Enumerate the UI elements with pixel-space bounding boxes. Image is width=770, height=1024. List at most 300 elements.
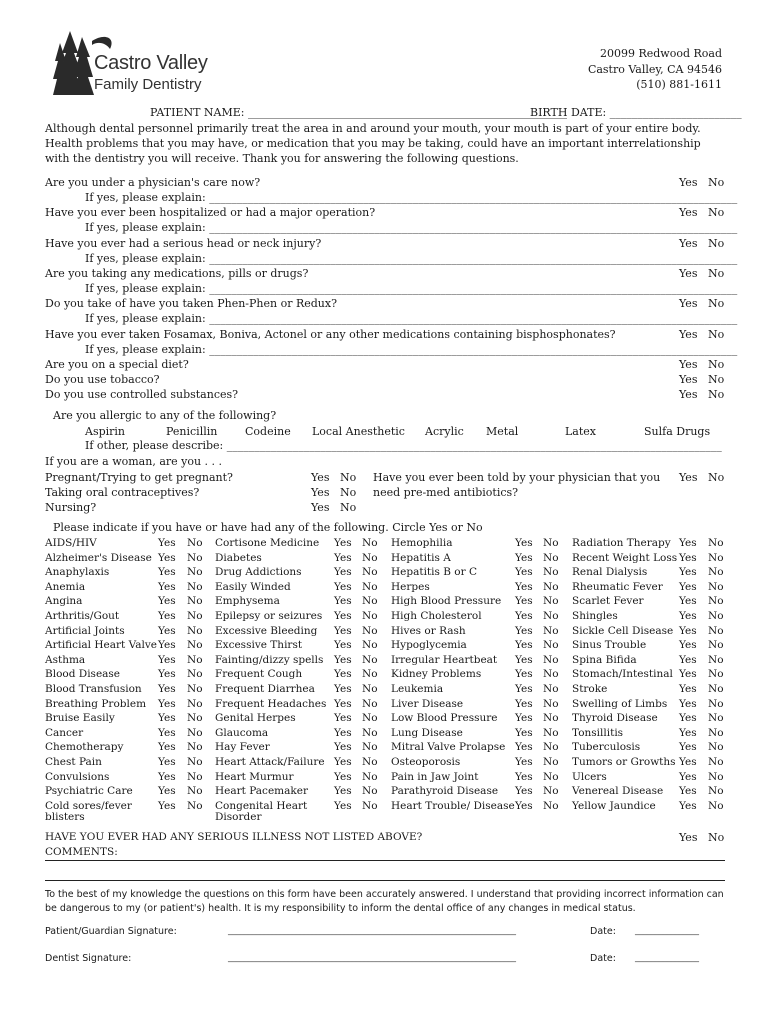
answer-yes[interactable]: Yes bbox=[679, 580, 697, 593]
answer-no[interactable]: No bbox=[362, 653, 378, 666]
answer-no[interactable]: No bbox=[362, 741, 378, 754]
condition-label: Sickle Cell Disease bbox=[572, 624, 674, 637]
attestation-text: To the best of my knowledge the questions on this form have been accurately answered. I understand that providing incorrect information can be dangerous to my (or patient's) health. It is my responsibility to inform the dental office of any changes in medical status. bbox=[45, 889, 724, 914]
answer-yes[interactable]: Yes bbox=[515, 785, 533, 798]
condition-label: Blood Transfusion bbox=[45, 683, 142, 695]
intro-text: Although dental personnel primarily treat the area in and around your mouth, your mouth is part of your entire body. Health problems that you may have, or medication that you may be taking, could have an important interrelationship with the dentistry you will receive. Thank you for answering the following questions. bbox=[45, 122, 701, 165]
condition-label: Convulsions bbox=[45, 770, 110, 783]
answer-no[interactable]: No bbox=[543, 756, 559, 768]
answer-yes[interactable]: Yes bbox=[158, 639, 176, 652]
answer-no[interactable]: No bbox=[187, 712, 203, 725]
answer-yes[interactable]: Yes bbox=[334, 668, 352, 681]
answer-no[interactable]: No bbox=[708, 580, 724, 593]
condition-cont-1: blisters bbox=[45, 811, 85, 823]
condition-label: Artificial Heart Valve bbox=[45, 639, 157, 652]
condition-cont-2: Disorder bbox=[215, 811, 262, 823]
answer-no[interactable]: No bbox=[187, 668, 203, 681]
condition-label: Hepatitis B or C bbox=[391, 566, 477, 579]
condition-label: Epilepsy or seizures bbox=[215, 610, 323, 622]
condition-label: Hives or Rash bbox=[391, 624, 466, 637]
condition-label: Low Blood Pressure bbox=[391, 712, 498, 725]
answer-yes[interactable]: Yes bbox=[334, 580, 352, 593]
answer-no[interactable]: No bbox=[362, 697, 378, 710]
answer-yes[interactable]: Yes bbox=[158, 595, 176, 608]
condition-label: Hepatitis A bbox=[391, 551, 451, 564]
answer-no[interactable]: No bbox=[708, 624, 724, 637]
answer-yes[interactable]: Yes bbox=[334, 551, 352, 564]
condition-label: Easily Winded bbox=[215, 580, 291, 593]
premed-yes[interactable]: Yes bbox=[679, 471, 698, 484]
answer-yes[interactable]: Yes bbox=[158, 551, 176, 564]
answer-no[interactable]: No bbox=[543, 726, 559, 739]
question-text: Do you take of have you taken Phen-Phen or Redux? bbox=[45, 297, 337, 311]
answer-no[interactable]: No bbox=[362, 712, 378, 725]
answer-no[interactable]: No bbox=[187, 653, 203, 666]
answer-yes[interactable]: Yes bbox=[334, 566, 352, 579]
condition-label: High Blood Pressure bbox=[391, 595, 502, 608]
answer-yes[interactable]: Yes bbox=[334, 741, 352, 754]
condition-label: Breathing Problem bbox=[45, 697, 147, 710]
condition-label: Hypoglycemia bbox=[391, 639, 467, 652]
question-text: Have you ever been hospitalized or had a major operation? bbox=[45, 206, 376, 220]
allergy-item[interactable]: Local Anesthetic bbox=[312, 425, 405, 438]
answer-no[interactable]: No bbox=[362, 799, 378, 812]
condition-label: Venereal Disease bbox=[572, 785, 664, 798]
answer-yes[interactable]: Yes bbox=[679, 610, 697, 622]
answer-yes[interactable]: Yes bbox=[515, 770, 533, 783]
condition-label: Shingles bbox=[572, 610, 618, 622]
answer-yes[interactable]: Yes bbox=[334, 624, 352, 637]
answer-no[interactable]: No bbox=[543, 653, 559, 666]
answer-no[interactable]: No bbox=[708, 373, 725, 386]
question-text: Are you taking any medications, pills or drugs? bbox=[45, 266, 309, 280]
condition-label: Excessive Thirst bbox=[215, 639, 303, 652]
condition-label: Glaucoma bbox=[215, 726, 269, 739]
answer-yes[interactable]: Yes bbox=[679, 595, 697, 608]
answer-yes[interactable]: Yes bbox=[515, 624, 533, 637]
woman-heading: If you are a woman, are you . . . bbox=[45, 455, 223, 468]
answer-yes[interactable]: Yes bbox=[515, 566, 533, 579]
answer-yes[interactable]: Yes bbox=[515, 799, 533, 812]
woman-question: Taking oral contraceptives? bbox=[45, 486, 200, 499]
condition-label: Cold sores/fever bbox=[45, 799, 132, 812]
answer-yes[interactable]: Yes bbox=[158, 741, 176, 754]
answer-yes[interactable]: Yes bbox=[158, 668, 176, 681]
answer-yes[interactable]: Yes bbox=[679, 799, 697, 812]
answer-yes[interactable]: Yes bbox=[679, 266, 698, 280]
answer-no[interactable]: No bbox=[543, 580, 559, 593]
explain-field[interactable]: If yes, please explain: ________________________________________________________________________________________________ bbox=[85, 312, 738, 326]
serious-illness-no[interactable]: No bbox=[708, 831, 725, 844]
answer-yes[interactable]: Yes bbox=[334, 639, 352, 652]
answer-yes[interactable]: Yes bbox=[679, 358, 698, 371]
answer-yes[interactable]: Yes bbox=[679, 668, 697, 681]
answer-yes[interactable]: Yes bbox=[679, 566, 697, 579]
answer-yes[interactable]: Yes bbox=[515, 580, 533, 593]
answer-yes[interactable]: Yes bbox=[679, 697, 697, 710]
answer-no[interactable]: No bbox=[708, 741, 724, 754]
explain-field[interactable]: If yes, please explain: ________________________________________________________________________________________________ bbox=[85, 251, 738, 265]
answer-yes[interactable]: Yes bbox=[158, 580, 176, 593]
condition-label: Pain in Jaw Joint bbox=[391, 770, 479, 783]
condition-label: Yellow Jaundice bbox=[572, 799, 656, 812]
answer-no[interactable]: No bbox=[708, 639, 724, 652]
condition-label: Kidney Problems bbox=[391, 668, 482, 681]
allergy-item[interactable]: Acrylic bbox=[425, 425, 464, 438]
condition-label: Thyroid Disease bbox=[572, 712, 658, 725]
answer-no[interactable]: No bbox=[543, 595, 559, 608]
answer-no[interactable]: No bbox=[543, 639, 559, 652]
dentist-signature-label: Dentist Signature: bbox=[45, 953, 132, 964]
condition-label: Hay Fever bbox=[215, 741, 270, 754]
answer-no[interactable]: No bbox=[187, 639, 203, 652]
answer-yes[interactable]: Yes bbox=[515, 551, 533, 564]
answer-no[interactable]: No bbox=[708, 697, 724, 710]
patient-signature-label: Patient/Guardian Signature: bbox=[45, 926, 177, 937]
comments-label: COMMENTS: bbox=[45, 846, 118, 858]
answer-yes[interactable]: Yes bbox=[158, 756, 176, 768]
answer-yes[interactable]: Yes bbox=[311, 486, 330, 499]
answer-no[interactable]: No bbox=[708, 770, 724, 783]
answer-no[interactable]: No bbox=[362, 551, 378, 564]
premed-question-line1: Have you ever been told by your physician that you bbox=[373, 471, 661, 484]
answer-yes[interactable]: Yes bbox=[334, 756, 352, 768]
dentist-date-label: Date: bbox=[590, 953, 616, 964]
allergy-other-field[interactable]: If other, please describe: __________________________________________________________________________________________ bbox=[85, 439, 722, 452]
answer-no[interactable]: No bbox=[362, 726, 378, 739]
answer-yes[interactable]: Yes bbox=[515, 639, 533, 652]
answer-yes[interactable]: Yes bbox=[515, 741, 533, 754]
question-text: Have you ever taken Fosamax, Boniva, Actonel or any other medications containing bisphosphonates? bbox=[45, 327, 616, 341]
answer-yes[interactable]: Yes bbox=[158, 770, 176, 783]
condition-label: Psychiatric Care bbox=[45, 785, 133, 798]
answer-yes[interactable]: Yes bbox=[334, 683, 352, 695]
answer-no[interactable]: No bbox=[362, 610, 378, 622]
patient-signature-line[interactable]: ________________________________________________________________________ bbox=[228, 926, 516, 935]
answer-yes[interactable]: Yes bbox=[679, 551, 697, 564]
answer-yes[interactable]: Yes bbox=[679, 726, 697, 739]
answer-no[interactable]: No bbox=[708, 358, 725, 371]
answer-no[interactable]: No bbox=[708, 756, 724, 768]
condition-label: Fainting/dizzy spells bbox=[215, 653, 324, 666]
answer-no[interactable]: No bbox=[543, 551, 559, 564]
answer-yes[interactable]: Yes bbox=[515, 668, 533, 681]
question-text: Do you use tobacco? bbox=[45, 373, 160, 386]
condition-label: Diabetes bbox=[215, 551, 262, 564]
answer-no[interactable]: No bbox=[362, 595, 378, 608]
condition-label: Anaphylaxis bbox=[45, 566, 110, 579]
patient-date-line[interactable]: ________________ bbox=[635, 926, 699, 935]
answer-no[interactable]: No bbox=[543, 741, 559, 754]
answer-no[interactable]: No bbox=[708, 610, 724, 622]
answer-yes[interactable]: Yes bbox=[334, 770, 352, 783]
conditions-heading: Please indicate if you have or have had any of the following. Circle Yes or No bbox=[53, 521, 483, 534]
condition-label: Scarlet Fever bbox=[572, 595, 644, 608]
practice-subname: Family Dentistry bbox=[94, 76, 202, 93]
condition-label: Rheumatic Fever bbox=[572, 580, 663, 593]
answer-yes[interactable]: Yes bbox=[679, 712, 697, 725]
condition-label: Artificial Joints bbox=[45, 624, 125, 637]
serious-illness-yes[interactable]: Yes bbox=[679, 831, 698, 844]
answer-yes[interactable]: Yes bbox=[679, 741, 697, 754]
answer-no[interactable]: No bbox=[543, 537, 559, 549]
answer-no[interactable]: No bbox=[187, 624, 203, 637]
explain-field[interactable]: If yes, please explain: ________________________________________________________________________________________________ bbox=[85, 342, 738, 356]
patient-date-label: Date: bbox=[590, 926, 616, 937]
answer-yes[interactable]: Yes bbox=[679, 388, 698, 401]
condition-label: Tonsillitis bbox=[572, 726, 624, 739]
answer-yes[interactable]: Yes bbox=[679, 327, 698, 341]
explain-field[interactable]: If yes, please explain: ________________________________________________________________________________________________ bbox=[85, 281, 738, 295]
condition-label: AIDS/HIV bbox=[45, 537, 97, 549]
answer-yes[interactable]: Yes bbox=[679, 236, 698, 250]
answer-no[interactable]: No bbox=[187, 770, 203, 783]
answer-yes[interactable]: Yes bbox=[158, 566, 176, 579]
phone: (510) 881-1611 bbox=[636, 78, 722, 91]
answer-no[interactable]: No bbox=[362, 639, 378, 652]
answer-no[interactable]: No bbox=[340, 471, 357, 484]
answer-no[interactable]: No bbox=[543, 624, 559, 637]
answer-no[interactable]: No bbox=[708, 206, 725, 220]
condition-label: Drug Addictions bbox=[215, 566, 302, 579]
answer-no[interactable]: No bbox=[543, 785, 559, 798]
answer-yes[interactable]: Yes bbox=[158, 799, 176, 812]
condition-label: Angina bbox=[45, 595, 83, 608]
answer-yes[interactable]: Yes bbox=[515, 697, 533, 710]
answer-no[interactable]: No bbox=[708, 176, 725, 189]
condition-label: Osteoporosis bbox=[391, 756, 461, 768]
answer-yes[interactable]: Yes bbox=[679, 176, 698, 189]
answer-no[interactable]: No bbox=[708, 566, 724, 579]
allergy-item[interactable]: Latex bbox=[565, 425, 596, 438]
answer-no[interactable]: No bbox=[708, 683, 724, 695]
answer-yes[interactable]: Yes bbox=[679, 373, 698, 386]
answer-no[interactable]: No bbox=[362, 537, 378, 549]
answer-no[interactable]: No bbox=[362, 566, 378, 579]
answer-yes[interactable]: Yes bbox=[679, 297, 698, 311]
answer-yes[interactable]: Yes bbox=[515, 683, 533, 695]
question-text: Are you under a physician's care now? bbox=[45, 176, 261, 189]
premed-question-line2: need pre-med antibiotics? bbox=[373, 486, 519, 499]
condition-label: Bruise Easily bbox=[45, 712, 115, 725]
answer-no[interactable]: No bbox=[187, 683, 203, 695]
answer-yes[interactable]: Yes bbox=[679, 653, 697, 666]
question-text: Have you ever had a serious head or neck injury? bbox=[45, 236, 322, 250]
condition-label: Parathyroid Disease bbox=[391, 785, 499, 798]
answer-no[interactable]: No bbox=[362, 683, 378, 695]
answer-no[interactable]: No bbox=[708, 653, 724, 666]
question-text: Are you on a special diet? bbox=[45, 358, 189, 371]
answer-yes[interactable]: Yes bbox=[679, 785, 697, 798]
answer-yes[interactable]: Yes bbox=[334, 799, 352, 812]
answer-yes[interactable]: Yes bbox=[158, 785, 176, 798]
practice-name: Castro Valley bbox=[94, 52, 208, 74]
answer-no[interactable]: No bbox=[362, 624, 378, 637]
dentist-signature-line[interactable]: ________________________________________________________________________ bbox=[228, 953, 516, 962]
answer-no[interactable]: No bbox=[708, 799, 724, 812]
serious-illness-question: HAVE YOU EVER HAD ANY SERIOUS ILLNESS NOT LISTED ABOVE? bbox=[45, 831, 423, 843]
dentist-date-line[interactable]: ________________ bbox=[635, 953, 699, 962]
condition-label: Herpes bbox=[391, 580, 430, 593]
answer-no[interactable]: No bbox=[543, 610, 559, 622]
answer-no[interactable]: No bbox=[187, 580, 203, 593]
answer-no[interactable]: No bbox=[543, 683, 559, 695]
answer-no[interactable]: No bbox=[708, 236, 725, 250]
answer-no[interactable]: No bbox=[187, 537, 203, 549]
explain-field[interactable]: If yes, please explain: ________________________________________________________________________________________________ bbox=[85, 191, 738, 204]
condition-label: Congenital Heart bbox=[215, 799, 308, 812]
condition-label: Hemophilia bbox=[391, 537, 453, 549]
answer-yes[interactable]: Yes bbox=[679, 639, 697, 652]
allergy-item[interactable]: Metal bbox=[486, 425, 519, 438]
answer-no[interactable]: No bbox=[708, 388, 725, 401]
answer-no[interactable]: No bbox=[543, 697, 559, 710]
explain-field[interactable]: If yes, please explain: ________________________________________________________________________________________________ bbox=[85, 221, 738, 235]
answer-yes[interactable]: Yes bbox=[158, 653, 176, 666]
answer-no[interactable]: No bbox=[543, 712, 559, 725]
condition-label: Recent Weight Loss bbox=[572, 551, 678, 564]
condition-label: Radiation Therapy bbox=[572, 537, 671, 549]
condition-label: Heart Attack/Failure bbox=[215, 756, 325, 768]
answer-no[interactable]: No bbox=[708, 266, 725, 280]
condition-label: Alzheimer's Disease bbox=[45, 551, 152, 564]
answer-yes[interactable]: Yes bbox=[515, 537, 533, 549]
answer-no[interactable]: No bbox=[187, 595, 203, 608]
practice-address bbox=[588, 46, 722, 93]
answer-no[interactable]: No bbox=[543, 770, 559, 783]
answer-yes[interactable]: Yes bbox=[679, 770, 697, 783]
answer-no[interactable]: No bbox=[708, 726, 724, 739]
answer-no[interactable]: No bbox=[708, 297, 725, 311]
answer-yes[interactable]: Yes bbox=[679, 537, 697, 549]
allergy-item[interactable]: Penicillin bbox=[166, 425, 218, 438]
answer-yes[interactable]: Yes bbox=[311, 501, 330, 514]
divider bbox=[45, 860, 725, 861]
answer-no[interactable]: No bbox=[187, 566, 203, 579]
allergy-item[interactable]: Aspirin bbox=[85, 425, 126, 438]
address-line-2: Castro Valley, CA 94546 bbox=[587, 62, 722, 76]
condition-label: Spina Bifida bbox=[572, 653, 637, 666]
condition-label: Emphysema bbox=[215, 595, 280, 608]
answer-no[interactable]: No bbox=[187, 799, 203, 812]
answer-yes[interactable]: Yes bbox=[515, 712, 533, 725]
condition-label: Frequent Cough bbox=[215, 668, 303, 681]
answer-yes[interactable]: Yes bbox=[515, 756, 533, 768]
answer-no[interactable]: No bbox=[543, 668, 559, 681]
condition-label: Cancer bbox=[45, 726, 84, 739]
answer-yes[interactable]: Yes bbox=[515, 595, 533, 608]
answer-yes[interactable]: Yes bbox=[334, 712, 352, 725]
condition-label: Cortisone Medicine bbox=[215, 537, 320, 549]
answer-yes[interactable]: Yes bbox=[158, 537, 176, 549]
answer-yes[interactable]: Yes bbox=[515, 726, 533, 739]
answer-no[interactable]: No bbox=[543, 799, 559, 812]
answer-yes[interactable]: Yes bbox=[311, 471, 330, 484]
condition-label: Mitral Valve Prolapse bbox=[391, 741, 506, 754]
answer-yes[interactable]: Yes bbox=[334, 595, 352, 608]
answer-no[interactable]: No bbox=[187, 785, 203, 798]
condition-label: Tumors or Growths bbox=[572, 756, 676, 768]
answer-no[interactable]: No bbox=[362, 756, 378, 768]
answer-no[interactable]: No bbox=[708, 668, 724, 681]
answer-yes[interactable]: Yes bbox=[334, 785, 352, 798]
answer-no[interactable]: No bbox=[708, 595, 724, 608]
answer-no[interactable]: No bbox=[708, 785, 724, 798]
condition-label: Anemia bbox=[45, 580, 86, 593]
answer-yes[interactable]: Yes bbox=[679, 683, 697, 695]
address-line-1: 20099 Redwood Road bbox=[599, 47, 722, 60]
woman-question: Nursing? bbox=[45, 501, 97, 514]
answer-no[interactable]: No bbox=[187, 741, 203, 754]
answer-yes[interactable]: Yes bbox=[158, 712, 176, 725]
condition-label: Arthritis/Gout bbox=[45, 610, 120, 622]
answer-no[interactable]: No bbox=[187, 726, 203, 739]
answer-no[interactable]: No bbox=[708, 327, 725, 341]
condition-label: Liver Disease bbox=[391, 697, 464, 710]
answer-yes[interactable]: Yes bbox=[334, 697, 352, 710]
answer-yes[interactable]: Yes bbox=[515, 610, 533, 622]
answer-no[interactable]: No bbox=[187, 756, 203, 768]
woman-question: Pregnant/Trying to get pregnant? bbox=[45, 471, 233, 484]
answer-no[interactable]: No bbox=[340, 501, 357, 514]
answer-yes[interactable]: Yes bbox=[334, 610, 352, 622]
answer-yes[interactable]: Yes bbox=[158, 624, 176, 637]
answer-no[interactable]: No bbox=[708, 537, 724, 549]
allergy-item[interactable]: Codeine bbox=[245, 425, 291, 438]
answer-no[interactable]: No bbox=[187, 610, 203, 622]
answer-yes[interactable]: Yes bbox=[334, 726, 352, 739]
answer-yes[interactable]: Yes bbox=[679, 756, 697, 768]
condition-label: Leukemia bbox=[391, 683, 444, 695]
answer-no[interactable]: No bbox=[362, 668, 378, 681]
answer-no[interactable]: No bbox=[543, 566, 559, 579]
allergy-question: Are you allergic to any of the following? bbox=[53, 409, 277, 422]
condition-label: Heart Pacemaker bbox=[215, 785, 308, 798]
answer-yes[interactable]: Yes bbox=[158, 697, 176, 710]
condition-label: Stomach/Intestinal bbox=[572, 668, 673, 681]
answer-no[interactable]: No bbox=[362, 580, 378, 593]
premed-no[interactable]: No bbox=[708, 471, 725, 484]
answer-yes[interactable]: Yes bbox=[515, 653, 533, 666]
answer-no[interactable]: No bbox=[708, 712, 724, 725]
answer-no[interactable]: No bbox=[362, 785, 378, 798]
answer-yes[interactable]: Yes bbox=[679, 624, 697, 637]
answer-yes[interactable]: Yes bbox=[334, 653, 352, 666]
answer-no[interactable]: No bbox=[340, 486, 357, 499]
answer-no[interactable]: No bbox=[708, 551, 724, 564]
condition-label: Irregular Heartbeat bbox=[391, 653, 498, 666]
condition-label: Genital Herpes bbox=[215, 712, 296, 725]
condition-label: Lung Disease bbox=[391, 726, 463, 739]
condition-label: Sinus Trouble bbox=[572, 639, 647, 652]
answer-no[interactable]: No bbox=[187, 551, 203, 564]
condition-label: Frequent Diarrhea bbox=[215, 683, 315, 695]
answer-yes[interactable]: Yes bbox=[158, 683, 176, 695]
patient-name-field[interactable]: PATIENT NAME: __________________________________________________________ bbox=[150, 106, 567, 119]
condition-label: Chest Pain bbox=[45, 756, 102, 768]
answer-yes[interactable]: Yes bbox=[679, 206, 698, 220]
answer-no[interactable]: No bbox=[187, 697, 203, 710]
condition-label: Heart Murmur bbox=[215, 770, 294, 783]
birth-date-field[interactable]: BIRTH DATE: ________________________ bbox=[530, 106, 742, 119]
answer-yes[interactable]: Yes bbox=[158, 610, 176, 622]
allergy-item[interactable]: Sulfa Drugs bbox=[644, 425, 711, 438]
answer-yes[interactable]: Yes bbox=[334, 537, 352, 549]
condition-label: Frequent Headaches bbox=[215, 697, 327, 710]
divider bbox=[45, 880, 725, 881]
answer-yes[interactable]: Yes bbox=[158, 726, 176, 739]
answer-no[interactable]: No bbox=[362, 770, 378, 783]
